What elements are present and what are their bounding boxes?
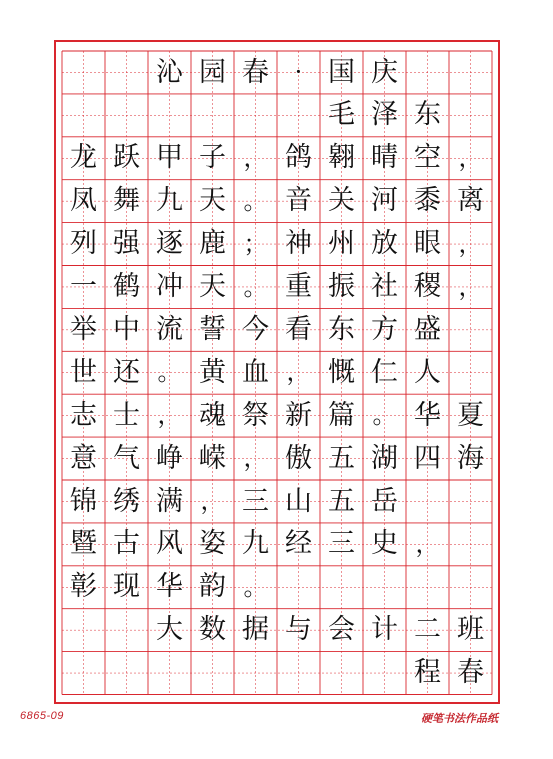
character-cell: 一: [70, 271, 97, 302]
character-cell: [62, 652, 105, 694]
character-cell: 九: [156, 185, 183, 217]
character-cell: 新: [285, 399, 312, 431]
character-cell: 看: [285, 313, 312, 345]
character-cell: 满: [156, 485, 183, 517]
character-cell: [148, 94, 191, 136]
character-cell: 盛: [414, 313, 441, 345]
character-cell: 绣: [113, 485, 140, 517]
character-cell: 华: [414, 399, 441, 431]
character-cell: 逐: [156, 228, 183, 260]
calligraphy-text: [62, 51, 492, 695]
character-cell: 风: [156, 528, 183, 560]
character-cell: 会: [328, 614, 355, 646]
character-cell: 世: [70, 356, 97, 388]
character-cell: 东: [414, 99, 441, 131]
character-cell: 慨: [328, 356, 355, 388]
character-cell: [363, 652, 406, 694]
character-cell: 二: [414, 614, 441, 646]
character-cell: 誓: [199, 313, 226, 345]
character-cell: 鹤: [113, 271, 140, 302]
character-cell: 音: [285, 185, 312, 217]
character-cell: [191, 652, 234, 694]
character-cell: 还: [113, 356, 140, 388]
character-cell: ，: [157, 401, 182, 430]
character-cell: 河: [371, 185, 398, 217]
character-cell: 空: [414, 142, 441, 174]
character-cell: 意: [70, 442, 97, 474]
character-cell: 社: [371, 271, 398, 302]
text-row: [62, 351, 492, 393]
character-cell: 东: [328, 313, 355, 345]
character-cell: 峥: [156, 442, 183, 474]
character-cell: 夏: [457, 399, 484, 431]
character-cell: 毛: [328, 99, 355, 131]
text-row: [62, 223, 492, 265]
character-cell: 计: [371, 614, 398, 646]
character-cell: 程: [414, 657, 441, 689]
character-cell: 眼: [414, 228, 441, 260]
character-cell: 三: [242, 485, 269, 517]
character-cell: 天: [199, 271, 226, 302]
character-cell: 姿: [199, 528, 226, 560]
text-row: [62, 480, 492, 522]
character-cell: 甲: [156, 142, 183, 174]
character-cell: 放: [371, 228, 398, 260]
calligraphy-sheet: [54, 40, 500, 704]
character-cell: 列: [70, 228, 97, 260]
text-row: [62, 437, 492, 479]
text-row: [62, 652, 492, 694]
character-cell: 班: [457, 614, 484, 646]
character-cell: 九: [242, 528, 269, 560]
text-row: [62, 566, 492, 608]
character-cell: 舞: [113, 185, 140, 217]
character-cell: [62, 94, 105, 136]
text-row: [62, 137, 492, 179]
character-cell: 。: [243, 572, 268, 601]
character-cell: [62, 609, 105, 651]
character-cell: ，: [458, 229, 483, 258]
character-cell: [234, 652, 277, 694]
character-cell: 湖: [371, 442, 398, 474]
character-cell: 魂: [199, 399, 226, 431]
character-cell: 嵘: [199, 442, 226, 474]
character-cell: [277, 652, 320, 694]
character-cell: 岳: [371, 485, 398, 517]
sheet-code: 6865-09: [20, 710, 64, 722]
character-cell: 人: [414, 356, 441, 388]
character-cell: 现: [113, 571, 140, 603]
character-cell: 四: [414, 442, 441, 474]
character-cell: 凤: [70, 185, 97, 217]
text-row: [62, 94, 492, 136]
character-cell: 据: [242, 614, 269, 646]
character-cell: 华: [156, 571, 183, 603]
character-cell: 血: [242, 356, 269, 388]
character-cell: 子: [199, 142, 226, 174]
character-cell: 翱: [328, 142, 355, 174]
character-cell: 五: [328, 442, 355, 474]
character-cell: 神: [285, 228, 312, 260]
character-cell: 傲: [285, 442, 312, 474]
character-cell: ，: [458, 143, 483, 172]
character-cell: 士: [113, 399, 140, 431]
character-cell: ，: [243, 143, 268, 172]
character-cell: 中: [113, 313, 140, 345]
character-cell: [277, 94, 320, 136]
character-cell: ，: [243, 444, 268, 473]
character-cell: 海: [457, 442, 484, 474]
character-cell: 仁: [371, 356, 398, 388]
character-cell: 春: [242, 56, 269, 88]
character-cell: 天: [199, 185, 226, 217]
character-cell: 举: [70, 313, 97, 345]
character-cell: 春: [457, 657, 484, 689]
text-row: [62, 51, 492, 93]
character-cell: 稷: [414, 271, 441, 302]
character-cell: 园: [199, 56, 226, 88]
text-row: [62, 394, 492, 436]
character-cell: 鸽: [285, 142, 312, 174]
character-cell: 暨: [70, 528, 97, 560]
character-cell: 流: [156, 313, 183, 345]
character-cell: 古: [113, 528, 140, 560]
character-cell: 祭: [242, 399, 269, 431]
character-cell: 志: [70, 399, 97, 431]
character-cell: 冲: [156, 271, 183, 302]
text-row: [62, 523, 492, 565]
character-cell: ；: [243, 229, 268, 258]
character-cell: 沁: [156, 56, 183, 88]
character-cell: 振: [328, 271, 355, 302]
character-cell: 跃: [113, 142, 140, 174]
character-cell: 黄: [199, 356, 226, 388]
character-cell: 方: [371, 313, 398, 345]
character-cell: [105, 94, 148, 136]
character-cell: 州: [328, 228, 355, 260]
character-cell: ，: [286, 358, 311, 387]
character-cell: ，: [458, 272, 483, 301]
character-cell: ·: [294, 58, 303, 86]
character-cell: 数: [199, 614, 226, 646]
character-cell: 关: [328, 185, 355, 217]
paper-brand-label: 硬笔书法作品纸: [421, 712, 498, 725]
character-cell: 气: [113, 442, 140, 474]
character-cell: 经: [285, 528, 312, 560]
character-cell: 锦: [70, 485, 97, 517]
character-cell: 大: [156, 614, 183, 646]
character-cell: 篇: [328, 399, 355, 431]
character-cell: 庆: [371, 56, 398, 88]
character-cell: 晴: [371, 142, 398, 174]
character-cell: 史: [371, 528, 398, 560]
character-cell: 鹿: [199, 228, 226, 260]
character-cell: [234, 94, 277, 136]
text-row: [62, 266, 492, 308]
character-cell: 黍: [414, 185, 441, 217]
character-cell: 。: [372, 401, 397, 430]
character-cell: 强: [113, 228, 140, 260]
character-cell: 山: [285, 485, 312, 517]
character-cell: 重: [285, 271, 312, 302]
character-cell: 。: [243, 272, 268, 301]
character-cell: 今: [242, 313, 269, 345]
character-cell: [105, 609, 148, 651]
character-cell: 离: [457, 185, 484, 217]
character-cell: [148, 652, 191, 694]
text-row: [62, 308, 492, 350]
character-cell: [105, 652, 148, 694]
character-cell: 。: [157, 358, 182, 387]
character-cell: 三: [328, 528, 355, 560]
character-cell: 龙: [70, 142, 97, 174]
character-cell: [320, 652, 363, 694]
character-cell: 彰: [70, 571, 97, 603]
character-cell: [191, 94, 234, 136]
character-cell: 。: [243, 186, 268, 215]
character-cell: 泽: [371, 99, 398, 131]
character-cell: ，: [415, 529, 440, 558]
text-row: [62, 180, 492, 222]
character-cell: [105, 51, 148, 93]
character-cell: ，: [200, 487, 225, 515]
character-cell: 与: [285, 614, 312, 646]
text-row: [62, 609, 492, 651]
character-cell: 韵: [199, 571, 226, 603]
character-cell: 五: [328, 485, 355, 517]
character-cell: 国: [328, 56, 355, 88]
character-cell: [62, 51, 105, 93]
